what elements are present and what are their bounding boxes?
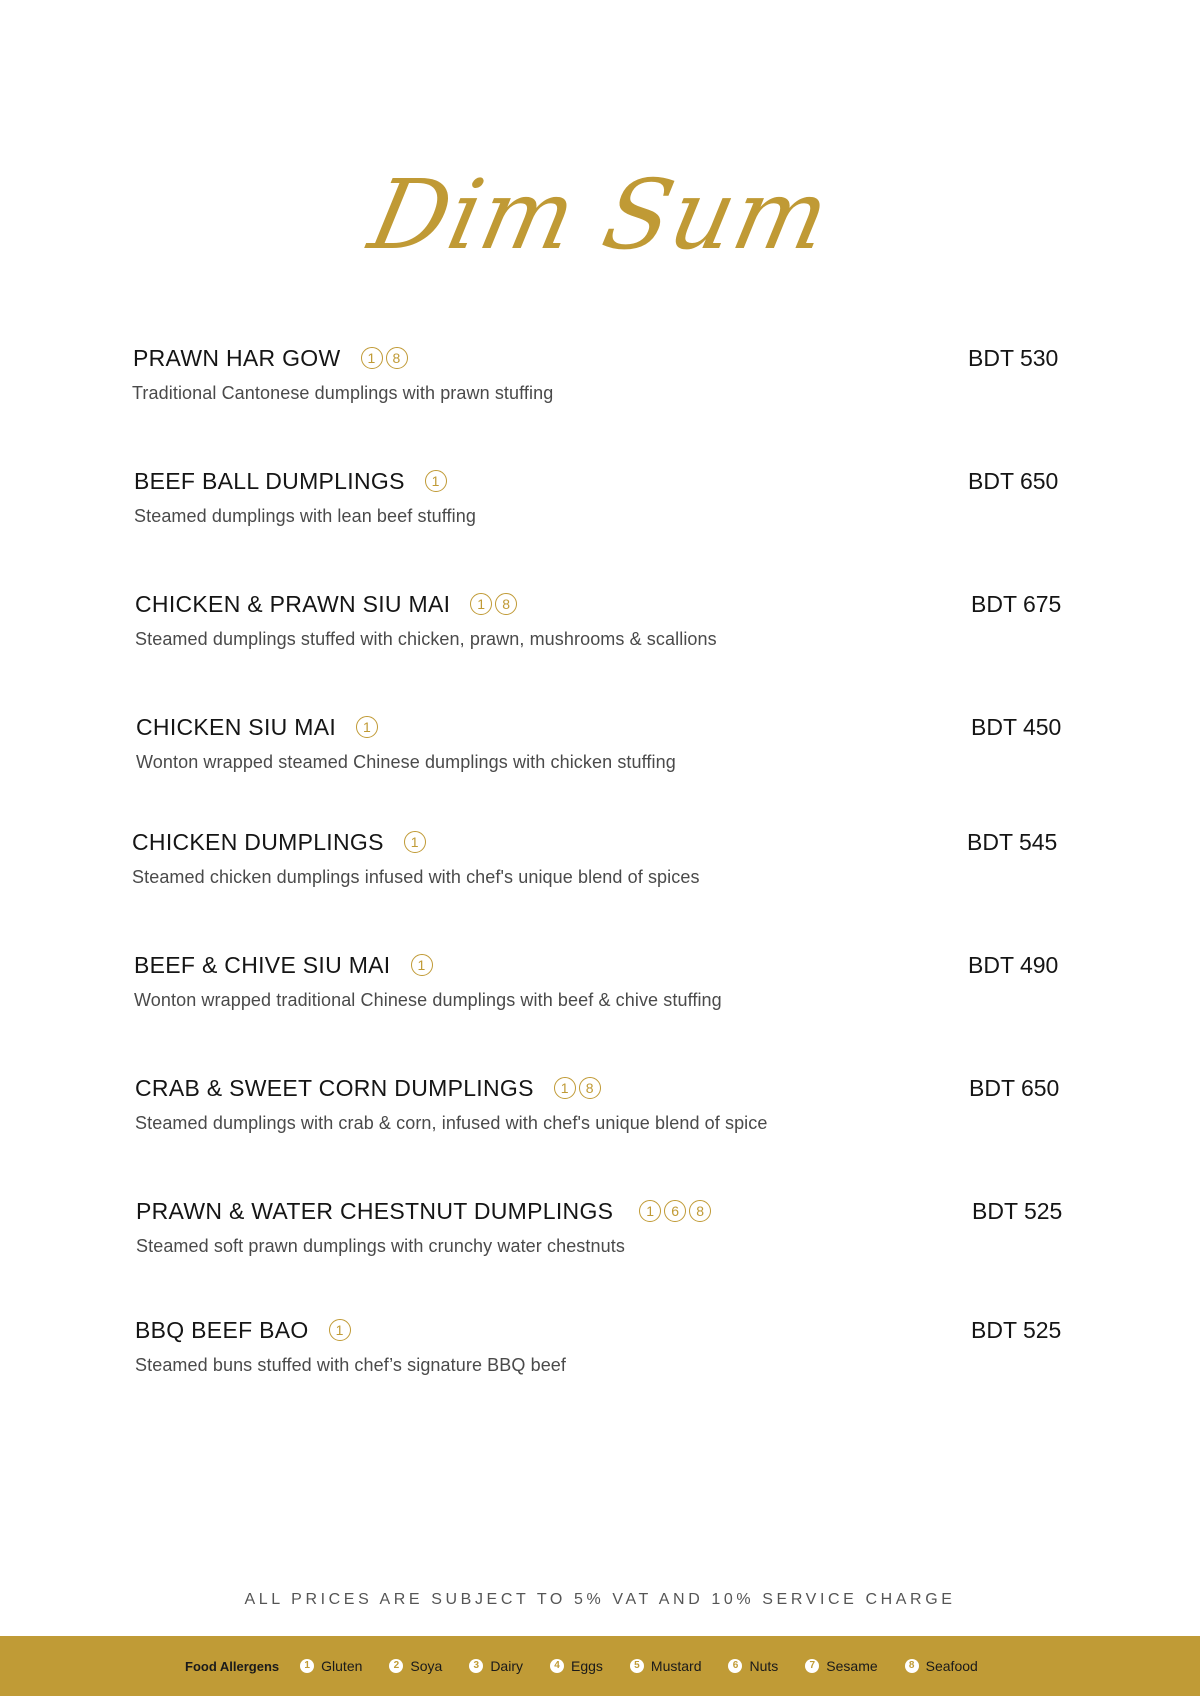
- item-description: Steamed soft prawn dumplings with crunchy water chestnuts: [136, 1236, 625, 1256]
- legend-label: Gluten: [321, 1658, 363, 1674]
- allergen-icon: 1: [554, 1077, 576, 1099]
- pricing-note: ALL PRICES ARE SUBJECT TO 5% VAT AND 10% SERVICE CHARGE: [244, 1591, 956, 1608]
- number-2-icon: 2: [389, 1659, 403, 1673]
- legend-label: Dairy: [490, 1658, 523, 1674]
- legend-label: Soya: [410, 1658, 443, 1674]
- number-5-icon: 5: [630, 1659, 644, 1673]
- allergen-footer: [0, 1636, 1200, 1696]
- menu-item: [0, 466, 1200, 556]
- menu-item: [0, 1196, 1200, 1286]
- item-name-row: [135, 589, 517, 619]
- item-name: CHICKEN & PRAWN SIU MAI: [135, 591, 451, 617]
- allergen-icon: 1: [425, 470, 447, 492]
- legend-title: Food Allergens: [185, 1658, 280, 1674]
- menu-item: [0, 827, 1200, 917]
- allergen-icon: 8: [495, 593, 517, 615]
- item-name: BEEF BALL DUMPLINGS: [134, 468, 405, 494]
- item-price: BDT 650: [968, 468, 1059, 494]
- allergen-icon: 1: [329, 1319, 351, 1341]
- number-3-icon: 3: [469, 1659, 483, 1673]
- item-name: CHICKEN SIU MAI: [136, 714, 337, 740]
- allergen-icon: 6: [664, 1200, 686, 1222]
- menu-item: [0, 343, 1200, 433]
- menu-item: [0, 1315, 1200, 1405]
- item-name: PRAWN HAR GOW: [133, 345, 341, 371]
- item-description: Traditional Cantonese dumplings with prawn stuffing: [132, 383, 554, 403]
- allergen-icon: 8: [386, 347, 408, 369]
- item-name-row: [134, 466, 447, 496]
- item-name-row: [132, 827, 426, 857]
- number-4-icon: 4: [550, 1659, 564, 1673]
- allergen-icon: 1: [639, 1200, 661, 1222]
- allergen-icon: 1: [411, 954, 433, 976]
- item-description: Wonton wrapped traditional Chinese dumplings with beef & chive stuffing: [134, 990, 722, 1010]
- item-name: CHICKEN DUMPLINGS: [132, 829, 384, 855]
- item-price: BDT 545: [967, 829, 1058, 855]
- item-name-row: [136, 1196, 711, 1226]
- number-8-icon: 8: [905, 1659, 919, 1673]
- item-name-row: [136, 712, 378, 742]
- legend-label: Nuts: [749, 1658, 779, 1674]
- allergen-badges: [470, 593, 517, 615]
- item-name: BEEF & CHIVE SIU MAI: [134, 952, 391, 978]
- item-name: CRAB & SWEET CORN DUMPLINGS: [135, 1075, 534, 1101]
- legend-label: Seafood: [925, 1658, 978, 1674]
- item-name-row: [134, 950, 433, 980]
- legend-label: Sesame: [826, 1658, 878, 1674]
- allergen-badges: [361, 347, 408, 369]
- item-price: BDT 650: [969, 1075, 1060, 1101]
- menu-item: [0, 1073, 1200, 1163]
- legend-item-gluten: [300, 1658, 362, 1674]
- legend-item-seafood: [905, 1658, 978, 1674]
- item-description: Steamed dumplings with crab & corn, infused with chef's unique blend of spice: [135, 1113, 768, 1133]
- menu-item: [0, 950, 1200, 1040]
- legend-label: Mustard: [650, 1658, 702, 1674]
- item-name-row: [133, 343, 408, 373]
- item-name: BBQ BEEF BAO: [135, 1317, 309, 1343]
- legend-item-mustard: [630, 1658, 702, 1674]
- allergen-icon: 1: [356, 716, 378, 738]
- allergen-badges: [425, 470, 447, 492]
- number-1-icon: 1: [300, 1659, 314, 1673]
- item-name: PRAWN & WATER CHESTNUT DUMPLINGS: [136, 1198, 614, 1224]
- allergen-icon: 1: [404, 831, 426, 853]
- item-name-row: [135, 1073, 601, 1103]
- item-price: BDT 530: [968, 345, 1059, 371]
- legend-item-soya: [389, 1658, 442, 1674]
- allergen-badges: [356, 716, 378, 738]
- allergen-icon: 1: [470, 593, 492, 615]
- item-description: Steamed dumplings with lean beef stuffing: [134, 506, 476, 526]
- number-7-icon: 7: [805, 1659, 819, 1673]
- item-price: BDT 525: [971, 1317, 1062, 1343]
- item-price: BDT 675: [971, 591, 1062, 617]
- menu-item: [0, 589, 1200, 679]
- allergen-icon: 8: [579, 1077, 601, 1099]
- allergen-badges: [639, 1200, 711, 1222]
- number-6-icon: 6: [728, 1659, 742, 1673]
- allergen-icon: 1: [361, 347, 383, 369]
- item-description: Steamed chicken dumplings infused with chef's unique blend of spices: [132, 867, 700, 887]
- item-price: BDT 490: [968, 952, 1059, 978]
- allergen-badges: [329, 1319, 351, 1341]
- legend-item-nuts: [728, 1658, 778, 1674]
- menu-title: Dim Sum: [360, 159, 840, 271]
- allergen-badges: [404, 831, 426, 853]
- item-description: Steamed dumplings stuffed with chicken, prawn, mushrooms & scallions: [135, 629, 717, 649]
- item-name-row: [135, 1315, 351, 1345]
- item-price: BDT 525: [972, 1198, 1063, 1224]
- item-description: Wonton wrapped steamed Chinese dumplings with chicken stuffing: [136, 752, 676, 772]
- allergen-badges: [554, 1077, 601, 1099]
- allergen-icon: 8: [689, 1200, 711, 1222]
- allergen-legend: [185, 1636, 1005, 1696]
- item-description: Steamed buns stuffed with chef’s signature BBQ beef: [135, 1355, 567, 1375]
- legend-item-sesame: [805, 1658, 877, 1674]
- menu-item: [0, 712, 1200, 802]
- legend-label: Eggs: [570, 1658, 603, 1674]
- allergen-badges: [411, 954, 433, 976]
- legend-item-dairy: [469, 1658, 523, 1674]
- legend-item-eggs: [550, 1658, 603, 1674]
- item-price: BDT 450: [971, 714, 1062, 740]
